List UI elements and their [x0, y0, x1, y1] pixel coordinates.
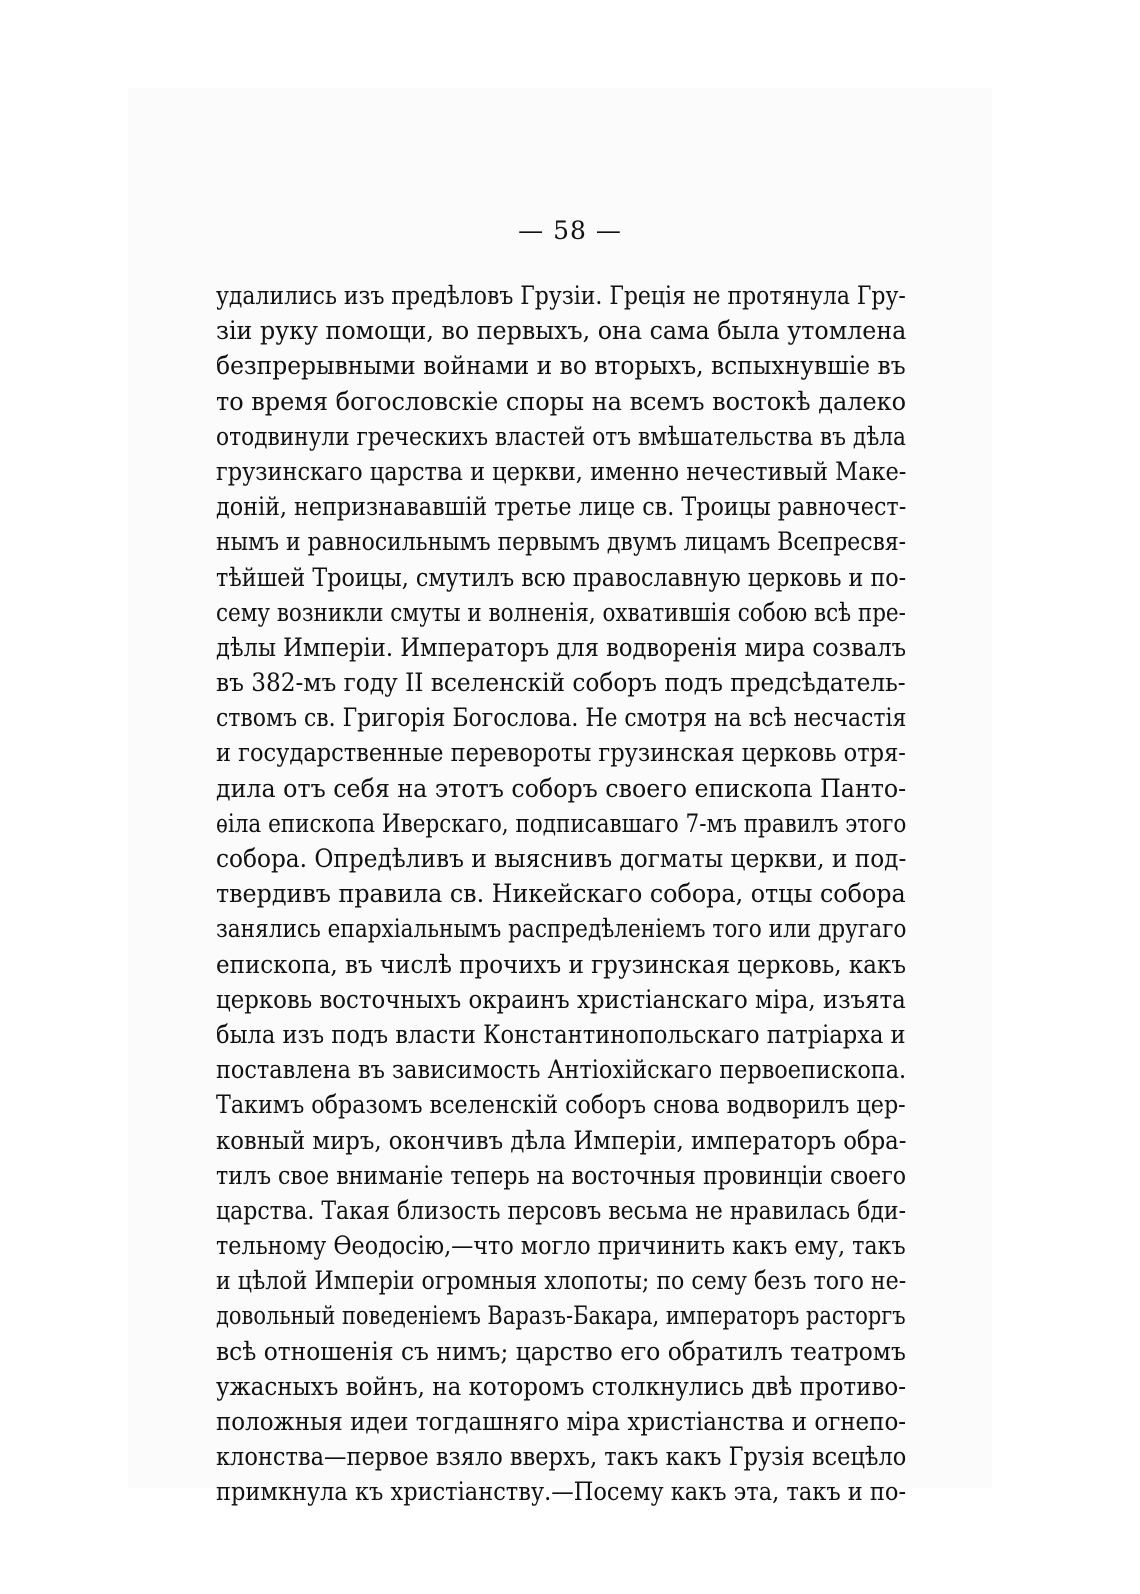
text-line: сему возникли смуты и волненія, охватившія собою всѣ пре-	[216, 597, 906, 627]
text-line: нымъ и равносильнымъ первымъ двумъ лицамъ Всепресвя-	[216, 527, 907, 557]
text-line: зіи руку помощи, во первыхъ, она сама была утомлена	[216, 316, 907, 346]
text-line: отодвинули греческихъ властей отъ вмѣшательства въ дѣла	[216, 421, 907, 451]
text-line: твердивъ правила св. Никейскаго собора, отцы собора	[216, 879, 906, 909]
text-line: и цѣлой Имперіи огромныя хлопоты; по сему безъ того не-	[216, 1266, 907, 1296]
text-line: дѣлы Имперіи. Императоръ для водворенія мира созвалъ	[216, 632, 907, 662]
text-line: всѣ отношенія съ нимъ; царство его обратилъ театромъ	[216, 1336, 906, 1366]
text-line: безпрерывными войнами и во вторыхъ, вспыхнувшіе въ	[216, 351, 906, 381]
text-line: ствомъ св. Григорія Богослова. Не смотря на всѣ несчастія	[216, 703, 907, 733]
body-text	[216, 278, 906, 1510]
text-line: Такимъ образомъ вселенскiй соборъ снова водворилъ цер-	[216, 1090, 906, 1120]
text-line: тельному Ѳеодосію,—что могло причинить какъ ему, такъ	[216, 1231, 906, 1261]
text-line: клонства—первое взяло вверхъ, такъ какъ Грузія всецѣло	[216, 1442, 907, 1472]
text-line: церковь восточныхъ окраинъ христіанскаго міра, изъята	[216, 984, 906, 1014]
text-line: царства. Такая близость персовъ весьма не нравилась бди-	[216, 1195, 907, 1225]
page-number: — 58 —	[518, 216, 622, 245]
text-line: удалились изъ предѣловъ Грузіи. Греція не протянула Гру-	[216, 281, 906, 310]
text-line: собора. Опредѣливъ и выяснивъ догматы церкви, и под-	[216, 844, 907, 873]
text-line: тѣйшей Троицы, смутилъ всю православную церковь и по-	[216, 562, 907, 592]
text-line: положныя идеи тогдашняго міра христіанства и огнепо-	[216, 1407, 907, 1436]
text-line: дила отъ себя на этотъ соборъ своего епископа Панто-	[216, 773, 907, 803]
text-line: ѳiла епископа Иверскаго, подписавшаго 7-мъ правилъ этого	[216, 808, 907, 838]
text-line: то время богословскіе споры на всемъ востокѣ далеко	[216, 386, 907, 416]
text-line: была изъ подъ власти Константинопольскаго патріарха и	[216, 1019, 906, 1049]
text-line: занялись епархіальнымъ распредѣленіемъ того или другаго	[216, 914, 907, 944]
text-line: грузинскаго царства и церкви, именно нечестивый Маке-	[216, 456, 907, 486]
text-line: епископа, въ числѣ прочихъ и грузинская церковь, какъ	[216, 949, 906, 979]
text-line: довольный поведеніемъ Варазъ-Бакара, императоръ расторгъ	[216, 1301, 906, 1331]
text-line: примкнула къ христіанству.—Посему какъ эта, такъ и по-	[216, 1477, 907, 1507]
text-line: донiй, непризнававшiй третье лице св. Троицы равночест-	[216, 492, 907, 522]
text-line: ковный миръ, окончивъ дѣла Имперіи, императоръ обра-	[216, 1125, 907, 1155]
text-line: тилъ свое вниманіе теперь на восточныя провинціи своего	[216, 1160, 907, 1190]
text-line: поставлена въ зависимость Антіохійскаго первоепископа.	[216, 1055, 907, 1085]
text-line: и государственные перевороты грузинская церковь отря-	[216, 738, 906, 768]
text-line: ужасныхъ войнъ, на которомъ столкнулись двѣ противо-	[216, 1371, 906, 1401]
text-line: въ 382-мъ году II вселенскiй соборъ подъ предсѣдатель-	[216, 668, 906, 698]
